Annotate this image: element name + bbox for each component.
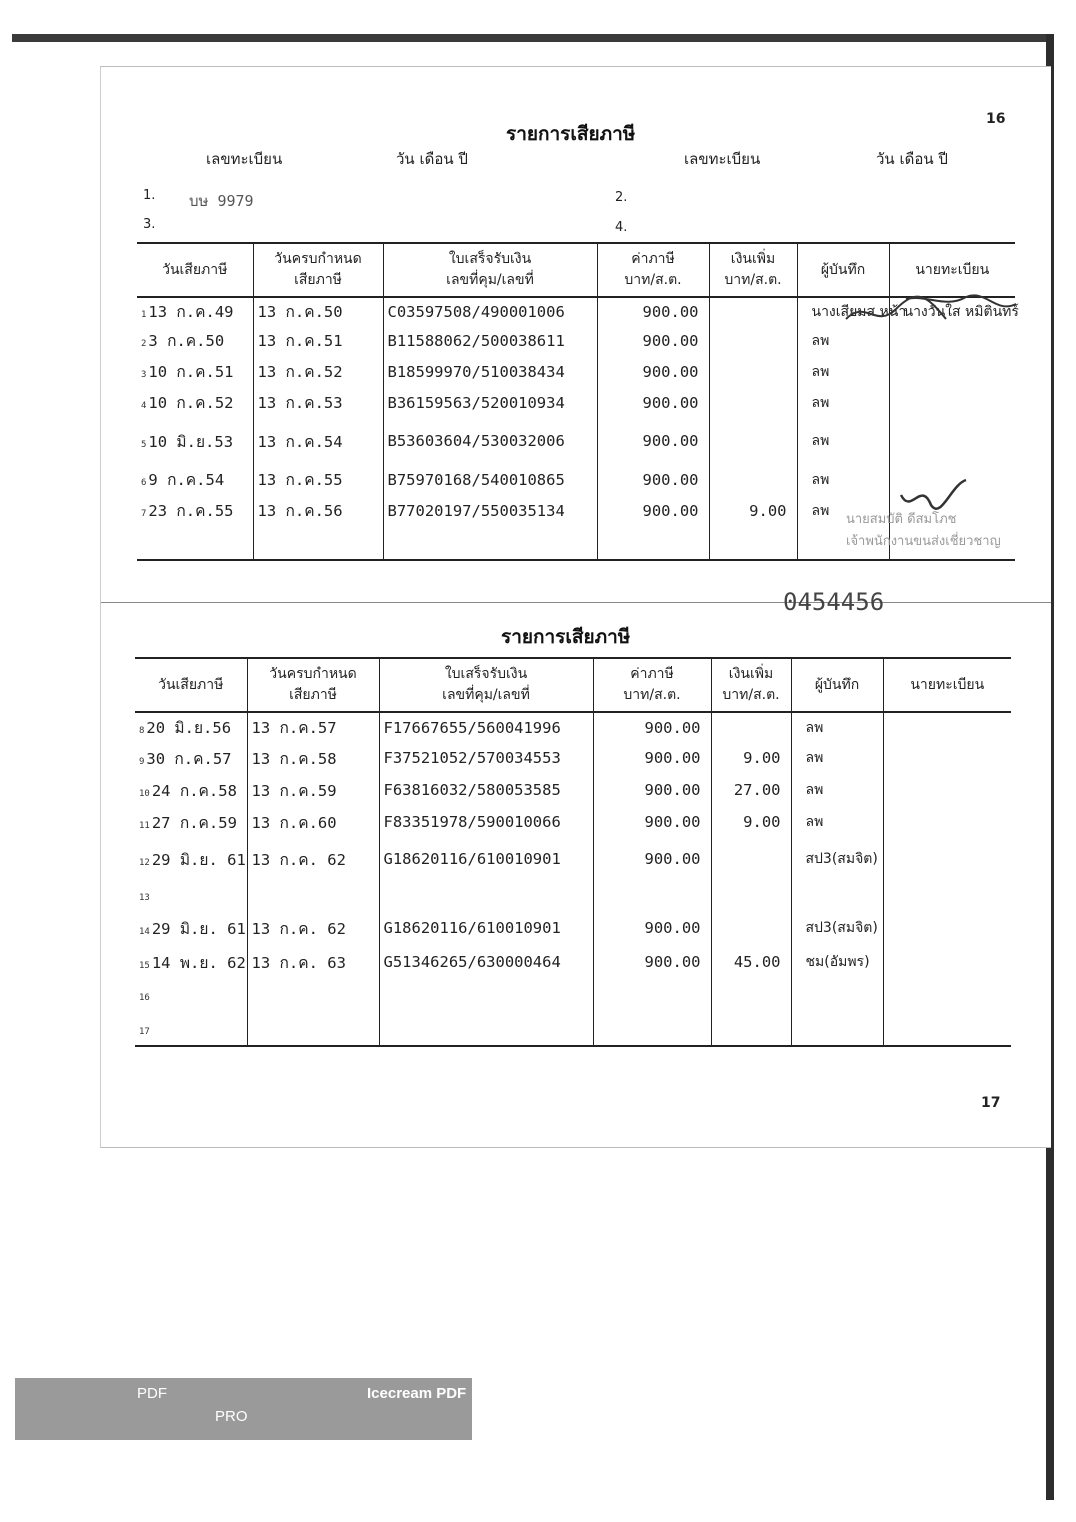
cell-receipt: F83351978/590010066 — [379, 806, 593, 838]
cell-paid-date — [137, 325, 253, 356]
cell-extra: 9.00 — [709, 495, 797, 526]
page-divider — [101, 602, 1051, 603]
table-row — [135, 806, 1011, 838]
cell-paid-date — [135, 774, 247, 806]
cell-registrar — [883, 838, 1011, 880]
cell-tax — [593, 978, 711, 1012]
cell-due-date: 13 ก.ค.55 — [253, 464, 383, 495]
cell-recorder: ลพ — [797, 495, 889, 526]
cell-receipt: C03597508/490001006 — [383, 297, 597, 325]
row-number: 4 — [141, 401, 147, 411]
cell-receipt: B75970168/540010865 — [383, 464, 597, 495]
serial-number: 0454456 — [783, 588, 885, 616]
reg-label-left: เลขทะเบียน — [206, 150, 283, 168]
scan-border-top — [12, 34, 1052, 42]
cell-receipt: G51346265/630000464 — [379, 946, 593, 978]
row-number: 6 — [141, 478, 147, 488]
col-header-due-date: วันครบกำหนด เสียภาษี — [247, 658, 379, 712]
cell-recorder: ลพ — [797, 356, 889, 387]
col-header-paid-date: วันเสียภาษี — [158, 676, 224, 693]
row-number: 9 — [139, 756, 145, 767]
cell-recorder: ลพ — [791, 712, 883, 742]
cell-paid-date — [137, 356, 253, 387]
cell-registrar — [889, 387, 1015, 418]
cell-extra — [709, 526, 797, 560]
cell-recorder: สป3(สมจิต) — [791, 910, 883, 946]
table-row — [135, 742, 1011, 774]
table-row — [137, 418, 1015, 464]
cell-tax: 900.00 — [597, 464, 709, 495]
cell-recorder: ชม(อัมพร) — [791, 946, 883, 978]
cell-extra — [711, 978, 791, 1012]
cell-due-date: 13 ก.ค. 63 — [247, 946, 379, 978]
table-row — [135, 946, 1011, 978]
cell-extra — [711, 712, 791, 742]
cell-receipt: B11588062/500038611 — [383, 325, 597, 356]
section1-title: รายการเสียภาษี — [506, 123, 636, 145]
cell-due-date — [247, 978, 379, 1012]
paid-date-value: 29 มิ.ย. 61 — [151, 919, 246, 938]
cell-due-date: 13 ก.ค.51 — [253, 325, 383, 356]
cell-paid-date — [137, 418, 253, 464]
cell-due-date: 13 ก.ค. 62 — [247, 910, 379, 946]
cell-paid-date — [135, 978, 247, 1012]
cell-recorder: ลพ — [797, 387, 889, 418]
col-header-registrar: นายทะเบียน — [889, 243, 1015, 297]
cell-extra: 9.00 — [711, 806, 791, 838]
official-stamp: นายสมบัติ ดีสมโภช เจ้าพนักงานขนส่งเชี่ยวชาญ — [846, 512, 1001, 549]
row-number: 12 — [139, 857, 150, 868]
cell-extra: 45.00 — [711, 946, 791, 978]
cell-due-date: 13 ก.ค.50 — [253, 297, 383, 325]
cell-recorder: นางเสียมส หน้า — [797, 297, 889, 325]
cell-tax: 900.00 — [593, 806, 711, 838]
watermark-brand: Icecream PDF — [367, 1385, 467, 1402]
date-label-left: วัน เดือน ปี — [396, 150, 468, 168]
plate-no-4: 4. — [615, 220, 628, 235]
cell-tax: 900.00 — [597, 495, 709, 526]
col-header-extra: เงินเพิ่ม บาท/ส.ต. — [709, 243, 797, 297]
cell-registrar — [883, 742, 1011, 774]
cell-due-date: 13 ก.ค.60 — [247, 806, 379, 838]
cell-receipt: B77020197/550035134 — [383, 495, 597, 526]
col-header-recorder: ผู้บันทึก — [791, 658, 883, 712]
cell-receipt: F37521052/570034553 — [379, 742, 593, 774]
cell-paid-date — [137, 464, 253, 495]
paid-date-value: 29 มิ.ย. 61 — [151, 850, 246, 869]
cell-receipt — [379, 880, 593, 910]
signature-stamp — [896, 475, 976, 520]
cell-tax: 900.00 — [597, 297, 709, 325]
cell-recorder: ลพ — [797, 418, 889, 464]
row-number: 2 — [141, 339, 147, 349]
cell-receipt — [379, 978, 593, 1012]
cell-paid-date — [135, 712, 247, 742]
cell-paid-date — [135, 806, 247, 838]
paid-date-value: 10 มิ.ย.53 — [148, 432, 234, 451]
cell-paid-date — [135, 742, 247, 774]
cell-paid-date — [137, 387, 253, 418]
cell-extra — [711, 1012, 791, 1046]
cell-extra — [709, 325, 797, 356]
cell-receipt: G18620116/610010901 — [379, 910, 593, 946]
col-header-paid-date: วันเสียภาษี — [162, 261, 228, 278]
cell-registrar — [883, 946, 1011, 978]
page-number-top: 16 — [986, 111, 1006, 127]
cell-receipt: B18599970/510038434 — [383, 356, 597, 387]
row-number: 8 — [139, 726, 145, 736]
cell-tax — [593, 880, 711, 910]
cell-paid-date — [137, 495, 253, 526]
cell-tax: 900.00 — [593, 910, 711, 946]
cell-tax: 900.00 — [597, 356, 709, 387]
cell-registrar — [883, 978, 1011, 1012]
cell-tax — [593, 1012, 711, 1046]
watermark-pro: PRO — [215, 1408, 248, 1425]
tax-table-2 — [135, 657, 1011, 1047]
row-number: 16 — [139, 993, 150, 1003]
row-number: 5 — [141, 439, 147, 450]
table-row — [135, 712, 1011, 742]
row-number: 11 — [139, 820, 150, 831]
cell-paid-date — [135, 910, 247, 946]
paid-date-value: 3 ก.ค.50 — [148, 332, 225, 350]
cell-receipt: B36159563/520010934 — [383, 387, 597, 418]
cell-paid-date — [137, 526, 253, 560]
cell-extra: 9.00 — [711, 742, 791, 774]
cell-recorder — [791, 1012, 883, 1046]
cell-extra — [709, 387, 797, 418]
cell-registrar — [883, 1012, 1011, 1046]
col-header-receipt: ใบเสร็จรับเงิน เลขที่คุม/เลขที่ — [383, 243, 597, 297]
col-header-recorder: ผู้บันทึก — [797, 243, 889, 297]
plate-no-3: 3. — [143, 217, 156, 232]
cell-recorder: สป3(สมจิต) — [791, 838, 883, 880]
watermark-pdf: PDF — [137, 1385, 167, 1402]
cell-receipt: F63816032/580053585 — [379, 774, 593, 806]
paid-date-value: 10 ก.ค.52 — [148, 394, 234, 412]
paid-date-value: 23 ก.ค.55 — [148, 502, 234, 520]
col-header-tax: ค่าภาษี บาท/ส.ต. — [593, 658, 711, 712]
cell-registrar — [889, 418, 1015, 464]
cell-due-date: 13 ก.ค.54 — [253, 418, 383, 464]
row-number: 13 — [139, 893, 150, 903]
cell-receipt — [379, 1012, 593, 1046]
cell-recorder: ลพ — [791, 774, 883, 806]
cell-due-date: 13 ก.ค.59 — [247, 774, 379, 806]
cell-extra: 27.00 — [711, 774, 791, 806]
paid-date-value: 30 ก.ค.57 — [146, 749, 232, 768]
paid-date-value: 9 ก.ค.54 — [148, 471, 225, 489]
table-row — [137, 356, 1015, 387]
cell-due-date: 13 ก.ค.58 — [247, 742, 379, 774]
cell-paid-date — [135, 946, 247, 978]
row-number: 15 — [139, 960, 150, 971]
table-row — [135, 1012, 1011, 1046]
paid-date-value: 13 ก.ค.49 — [148, 303, 234, 321]
cell-extra — [711, 880, 791, 910]
cell-tax: 900.00 — [593, 712, 711, 742]
cell-tax: 900.00 — [597, 325, 709, 356]
plate-no-1: 1. — [143, 188, 156, 203]
cell-due-date: 13 ก.ค.53 — [253, 387, 383, 418]
col-header-extra: เงินเพิ่ม บาท/ส.ต. — [711, 658, 791, 712]
cell-receipt: B53603604/530032006 — [383, 418, 597, 464]
cell-due-date: 13 ก.ค. 62 — [247, 838, 379, 880]
cell-paid-date — [135, 838, 247, 880]
signature-registrar — [836, 289, 1036, 339]
paid-date-value: 14 พ.ย. 62 — [151, 953, 246, 972]
table-row — [135, 838, 1011, 880]
cell-extra — [709, 418, 797, 464]
document-page — [100, 66, 1051, 1148]
cell-registrar — [883, 880, 1011, 910]
cell-recorder: ลพ — [791, 742, 883, 774]
cell-registrar — [883, 774, 1011, 806]
cell-tax: 900.00 — [593, 946, 711, 978]
row-number: 10 — [139, 788, 150, 799]
cell-due-date — [247, 1012, 379, 1046]
cell-recorder: ลพ — [797, 325, 889, 356]
paid-date-value: 10 ก.ค.51 — [148, 363, 234, 381]
cell-tax: 900.00 — [593, 742, 711, 774]
cell-due-date: 13 ก.ค.56 — [253, 495, 383, 526]
cell-extra — [709, 464, 797, 495]
plate-value-1: บษ 9979 — [189, 192, 254, 210]
cell-paid-date — [135, 1012, 247, 1046]
date-label-right: วัน เดือน ปี — [876, 150, 948, 168]
cell-recorder — [791, 880, 883, 910]
icecream-pdf-watermark — [15, 1378, 472, 1440]
cell-extra — [711, 838, 791, 880]
cell-paid-date — [137, 297, 253, 325]
cell-tax: 900.00 — [593, 774, 711, 806]
paid-date-value: 20 มิ.ย.56 — [146, 719, 232, 737]
cell-registrar — [883, 910, 1011, 946]
cell-tax: 900.00 — [593, 838, 711, 880]
cell-due-date: 13 ก.ค.57 — [247, 712, 379, 742]
section2-title: รายการเสียภาษี — [501, 626, 631, 648]
cell-recorder — [791, 978, 883, 1012]
cell-tax: 900.00 — [597, 387, 709, 418]
cell-receipt — [383, 526, 597, 560]
table-row — [135, 880, 1011, 910]
cell-due-date — [253, 526, 383, 560]
cell-extra — [709, 356, 797, 387]
row-number: 1 — [141, 310, 147, 320]
reg-label-right: เลขทะเบียน — [684, 150, 761, 168]
cell-extra — [709, 297, 797, 325]
cell-registrar — [889, 356, 1015, 387]
table-row — [137, 387, 1015, 418]
cell-recorder: ลพ — [797, 464, 889, 495]
cell-due-date: 13 ก.ค.52 — [253, 356, 383, 387]
cell-receipt: G18620116/610010901 — [379, 838, 593, 880]
cell-registrar — [883, 712, 1011, 742]
row-number: 17 — [139, 1026, 150, 1037]
table-row — [137, 464, 1015, 495]
col-header-tax: ค่าภาษี บาท/ส.ต. — [597, 243, 709, 297]
paid-date-value: 24 ก.ค.58 — [151, 781, 237, 800]
cell-due-date — [247, 880, 379, 910]
row-number: 3 — [141, 370, 147, 380]
cell-tax — [597, 526, 709, 560]
cell-paid-date — [135, 880, 247, 910]
col-header-registrar: นายทะเบียน — [883, 658, 1011, 712]
cell-registrar — [883, 806, 1011, 838]
cell-extra — [711, 910, 791, 946]
row-number: 7 — [141, 509, 147, 519]
plate-no-2: 2. — [615, 190, 628, 205]
table-row — [135, 978, 1011, 1012]
table-row — [135, 910, 1011, 946]
col-header-receipt: ใบเสร็จรับเงิน เลขที่คุม/เลขที่ — [379, 658, 593, 712]
cell-recorder: ลพ — [791, 806, 883, 838]
table-row — [135, 774, 1011, 806]
row-number: 14 — [139, 926, 150, 937]
paid-date-value: 27 ก.ค.59 — [151, 813, 237, 832]
cell-tax: 900.00 — [597, 418, 709, 464]
col-header-due-date: วันครบกำหนด เสียภาษี — [253, 243, 383, 297]
table-header-row — [135, 658, 1011, 712]
cell-registrar: นางวันใส หมิตินทร์ — [889, 297, 1015, 325]
cell-receipt: F17667655/560041996 — [379, 712, 593, 742]
page-number-bottom: 17 — [981, 1095, 1001, 1111]
